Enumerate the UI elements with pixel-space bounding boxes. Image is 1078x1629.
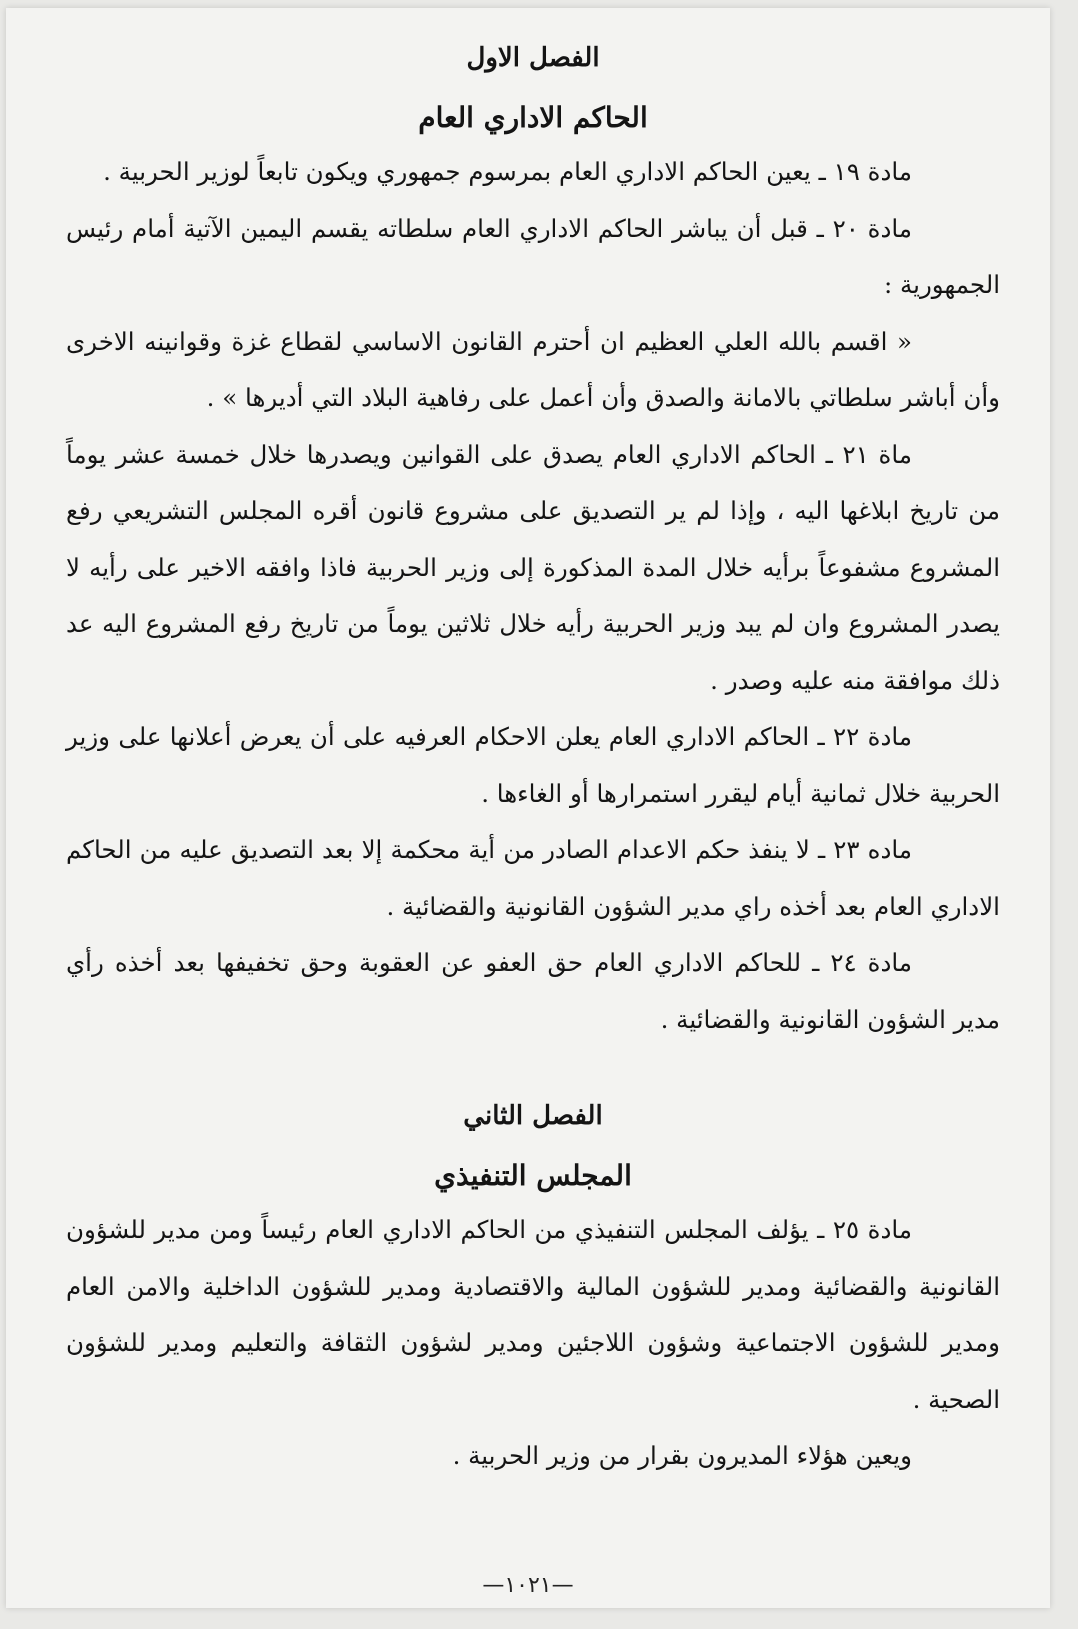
article-22 [66, 709, 1000, 822]
article-20 [66, 201, 1000, 314]
article-24 [66, 935, 1000, 1048]
article-22-text: مادة ٢٢ ـ الحاكم الاداري العام يعلن الاحكام العرفيه على أن يعرض أعلانها على وزير الحربية خلال ثمانية أيام ليقرر استمرارها أو الغاءها . [66, 722, 1000, 808]
article-19 [66, 144, 1000, 201]
article-23 [66, 822, 1000, 935]
directors-appointment-text: ويعين هؤلاء المديرون بقرار من وزير الحربية . [452, 1441, 912, 1470]
document-page [6, 8, 1050, 1608]
directors-appointment [66, 1428, 1000, 1485]
oath-text [66, 314, 1000, 427]
article-23-text: ماده ٢٣ ـ لا ينفذ حكم الاعدام الصادر من أية محكمة إلا بعد التصديق عليه من الحاكم الاداري العام بعد أخذه راي مدير الشؤون القانونية والقضائية . [66, 835, 1000, 921]
article-19-text: مادة ١٩ ـ يعين الحاكم الاداري العام بمرسوم جمهوري ويكون تابعاً لوزير الحربية . [103, 157, 912, 186]
article-21 [66, 427, 1000, 710]
article-25-text: مادة ٢٥ ـ يؤلف المجلس التنفيذي من الحاكم الاداري العام رئيساً ومن مدير للشؤون القانونية والقضائية ومدير للشؤون المالية والاقتصادية ومدير للشؤون الداخلية والامن العام ومدير للشؤون الاجتماعية وشؤون اللاجئين ومدير لشؤون الثقافة والتعليم ومدير للشؤون الصحية . [66, 1215, 1000, 1414]
chapter-1-section-title: الحاكم الاداري العام [418, 101, 648, 134]
article-20-text: مادة ٢٠ ـ قبل أن يباشر الحاكم الاداري العام سلطاته يقسم اليمين الآتية أمام رئيس الجمهورية : [66, 213, 1000, 299]
chapter-1-title: الفصل الاول [466, 43, 600, 73]
chapter-2-title: الفصل الثاني [463, 1101, 603, 1131]
article-25 [66, 1202, 1000, 1428]
document-body [66, 38, 1000, 1485]
article-24-text: مادة ٢٤ ـ للحاكم الاداري العام حق العفو عن العقوبة وحق تخفيفها بعد أخذه رأي مدير الشؤون القانونية والقضائية . [66, 948, 1000, 1034]
page-number: —١٠٢١— [482, 1573, 574, 1598]
article-21-text: ماة ٢١ ـ الحاكم الاداري العام يصدق على القوانين ويصدرها خلال خمسة عشر يوماً من تاريخ ابلاغها اليه ، وإذا لم ير التصديق على مشروع قانون أقره المجلس التشريعي رفع المشروع مشفوعاً برأيه خلال المدة المذكورة إلى وزير الحربية فاذا وافقه الاخير على رأيه لا يصدر المشروع وان لم يبد وزير الحربية رأيه خلال ثلاثين يوماً من تاريخ رفع المشروع اليه عد ذلك موافقة منه عليه وصدر . [66, 439, 1000, 695]
oath-text-content: « اقسم بالله العلي العظيم ان أحترم القانون الاساسي لقطاع غزة وقوانينه الاخرى وأن أباشر سلطاتي بالامانة والصدق وأن أعمل على رفاهية البلاد التي أديرها » . [66, 326, 1000, 412]
chapter-2-section-title: المجلس التنفيذي [434, 1159, 632, 1192]
chapter-gap [66, 1048, 1000, 1096]
